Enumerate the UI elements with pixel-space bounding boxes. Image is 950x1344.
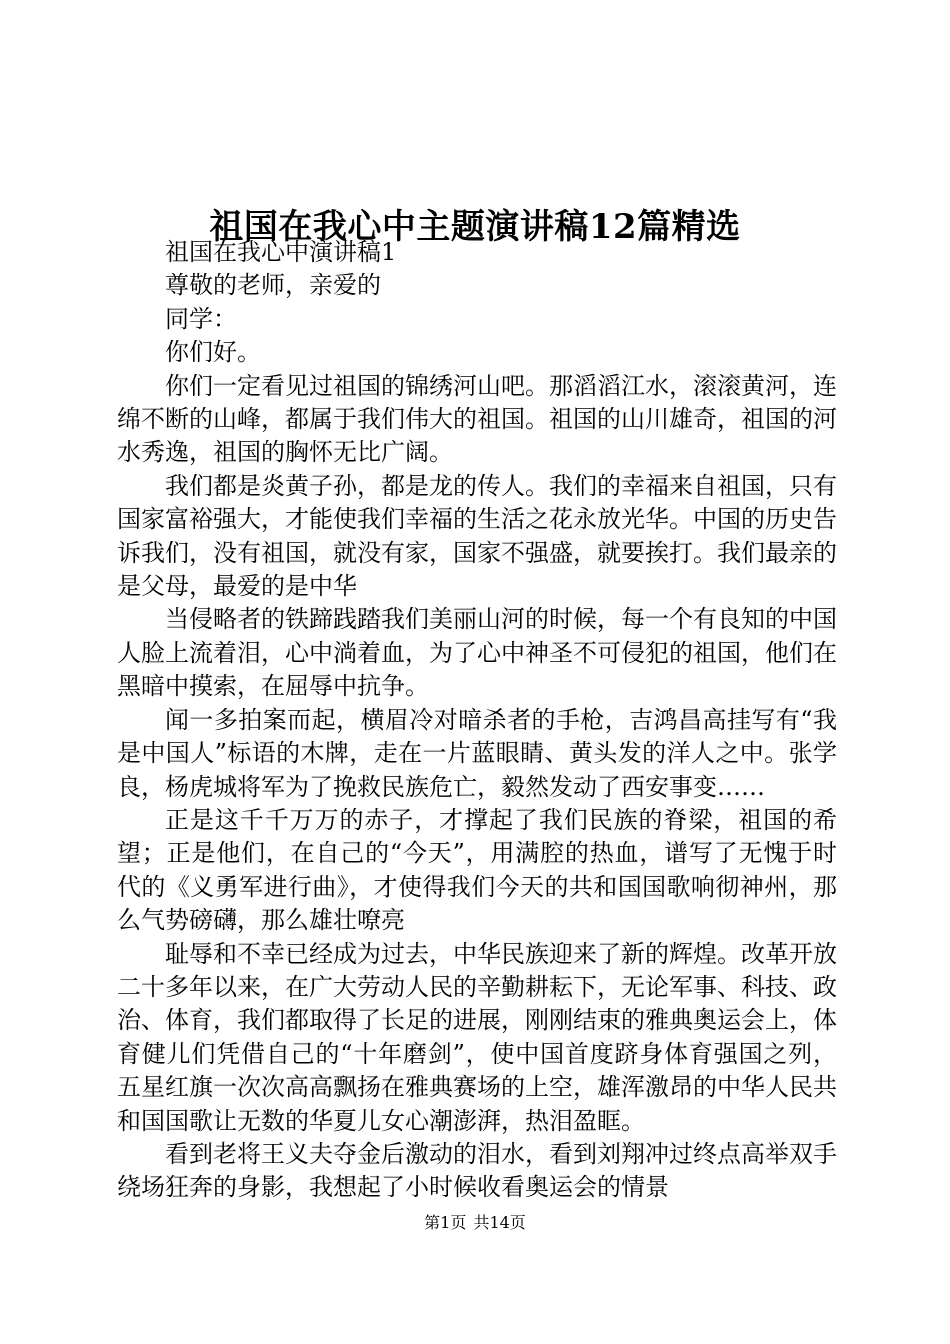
paragraph-salutation: 尊敬的老师，亲爱的 bbox=[165, 271, 381, 300]
document-body bbox=[117, 236, 837, 1205]
document-title: 祖国在我心中主题演讲稿12篇精选 bbox=[209, 206, 741, 247]
paragraph-greeting: 你们好。 bbox=[165, 338, 261, 367]
paragraph: 你们一定看见过祖国的锦绣河山吧。那滔滔江水，滚滚黄河，连绵不断的山峰，都属于我们伟大的祖国。祖国的山川雄奇，祖国的河水秀逸，祖国的胸怀无比广阔。 bbox=[117, 371, 837, 467]
paragraph: 耻辱和不幸已经成为过去，中华民族迎来了新的辉煌。改革开放二十多年以来，在广大劳动人民的辛勤耕耘下，无论军事、科技、政治、体育，我们都取得了长足的进展，刚刚结束的雅典奥运会上，体育健儿们凭借自己的“十年磨剑”，使中国首度跻身体育强国之列，五星红旗一次次高高飘扬在雅典赛场的上空，雄浑激昂的中华人民共和国国歌让无数的华夏儿女心潮澎湃，热泪盈眶。 bbox=[117, 939, 837, 1135]
paragraph: 看到老将王义夫夺金后激动的泪水，看到刘翔冲过终点高举双手绕场狂奔的身影，我想起了小时候收看奥运会的情景 bbox=[117, 1139, 837, 1202]
page-number-indicator: 第1页 共14页 bbox=[424, 1213, 526, 1232]
paragraph: 正是这千千万万的赤子，才撑起了我们民族的脊梁，祖国的希望；正是他们，在自己的“今天”，用满腔的热血，谱写了无愧于时代的《义勇军进行曲》，才使得我们今天的共和国国歌响彻神州，那么气势磅礴，那么雄壮嘹亮 bbox=[117, 805, 837, 935]
paragraph-heading: 祖国在我心中演讲稿1 bbox=[165, 238, 397, 266]
paragraph: 当侵略者的铁蹄践踏我们美丽山河的时候，每一个有良知的中国人脸上流着泪，心中淌着血，为了心中神圣不可侵犯的祖国，他们在黑暗中摸索，在屈辱中抗争。 bbox=[117, 605, 837, 701]
paragraph: 我们都是炎黄子孙，都是龙的传人。我们的幸福来自祖国，只有国家富裕强大，才能使我们幸福的生活之花永放光华。中国的历史告诉我们，没有祖国，就没有家，国家不强盛，就要挨打。我们最亲的是父母，最爱的是中华 bbox=[117, 471, 837, 601]
paragraph: 闻一多拍案而起，横眉冷对暗杀者的手枪，吉鸿昌高挂写有“我是中国人”标语的木牌，走在一片蓝眼睛、黄头发的洋人之中。张学良，杨虎城将军为了挽救民族危亡，毅然发动了西安事变…… bbox=[117, 705, 837, 801]
page-footer bbox=[0, 1212, 950, 1234]
paragraph-salutation-cont: 同学： bbox=[165, 304, 237, 333]
